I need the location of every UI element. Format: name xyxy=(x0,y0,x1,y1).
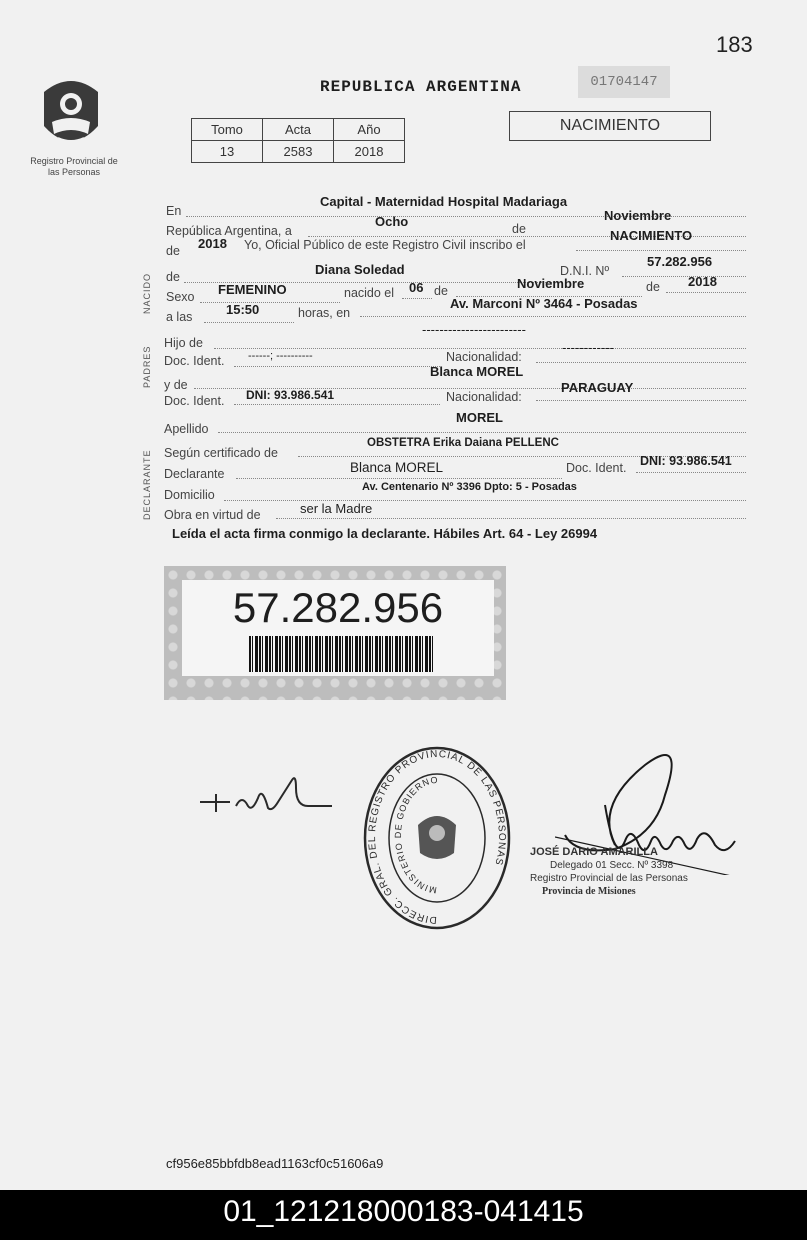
surname-value: MOREL xyxy=(456,410,503,425)
footer-id: 01_121218000183-041415 xyxy=(223,1195,584,1228)
sex-value: FEMENINO xyxy=(218,282,287,297)
acta-header: Acta xyxy=(263,119,334,141)
mother-nat-value: PARAGUAY xyxy=(561,380,634,395)
rule xyxy=(666,292,746,293)
label-father-doc: Doc. Ident. xyxy=(164,354,225,368)
rule xyxy=(214,348,746,349)
label-de-bday: de xyxy=(434,284,448,298)
tomo-value: 13 xyxy=(192,141,263,163)
declarant-signature xyxy=(196,772,336,822)
country-title: REPUBLICA ARGENTINA xyxy=(320,78,522,96)
page-number: 183 xyxy=(716,32,753,57)
label-de-name: de xyxy=(166,270,180,284)
label-apellido: Apellido xyxy=(164,422,209,436)
official-office: Registro Provincial de las Personas xyxy=(530,873,688,884)
birth-month-value: Noviembre xyxy=(517,276,585,291)
label-certificado: Según certificado de xyxy=(164,446,278,460)
label-a-las: a las xyxy=(166,310,193,324)
tomo-header: Tomo xyxy=(192,119,263,141)
official-name: JOSÉ DARIO AMARILLA xyxy=(530,846,658,858)
time-value: 15:50 xyxy=(226,302,260,317)
acta-value: 2583 xyxy=(263,141,334,163)
official-province: Provincia de Misiones xyxy=(542,886,636,897)
label-horas: horas, en xyxy=(298,306,351,320)
dni-value: 57.282.956 xyxy=(647,254,713,269)
serial-number: 01704147 xyxy=(578,66,670,98)
label-obra: Obra en virtud de xyxy=(164,508,261,522)
label-de-year: de xyxy=(166,244,180,258)
label-domicilio: Domicilio xyxy=(164,488,215,502)
label-sexo: Sexo xyxy=(166,290,195,304)
rule xyxy=(636,472,746,473)
label-declarant-doc: Doc. Ident. xyxy=(566,461,627,475)
label-de-byear: de xyxy=(646,280,660,294)
table-row xyxy=(192,119,405,141)
label-father-nat: Nacionalidad: xyxy=(446,350,522,364)
rule xyxy=(576,250,746,251)
section-label-declarant: DECLARANTE xyxy=(142,449,152,520)
label-de: de xyxy=(512,222,526,236)
mother-doc-value: DNI: 93.986.541 xyxy=(246,388,335,402)
label-officer: Yo, Oficial Público de este Registro Civil inscribo el xyxy=(244,238,526,252)
rule xyxy=(276,518,746,519)
label-declarante: Declarante xyxy=(164,467,225,481)
name-value: Diana Soledad xyxy=(315,262,405,277)
official-block xyxy=(530,846,688,898)
rule xyxy=(200,302,340,303)
label-nacido-el: nacido el xyxy=(344,286,395,300)
label-hijo-de: Hijo de xyxy=(164,336,203,350)
rule xyxy=(402,298,432,299)
birth-year-value: 2018 xyxy=(688,274,717,289)
year-value: 2018 xyxy=(198,236,227,251)
ano-value: 2018 xyxy=(334,141,405,163)
birth-day-value: 06 xyxy=(409,280,424,295)
registry-emblem-icon xyxy=(38,74,104,154)
dni-label-number: 57.282.956 xyxy=(232,584,444,631)
mother-value: Blanca MOREL xyxy=(430,364,524,379)
official-stamp xyxy=(362,745,512,931)
logo-caption: Registro Provincial de las Personas xyxy=(30,156,118,177)
label-mother-doc: Doc. Ident. xyxy=(164,394,225,408)
capacity-value: ser la Madre xyxy=(300,501,373,516)
rule xyxy=(218,432,746,433)
barcode xyxy=(249,636,435,672)
certifier-value: OBSTETRA Erika Daiana PELLENC xyxy=(367,437,559,449)
father-value: ------------------------ xyxy=(422,322,526,337)
rule xyxy=(234,404,440,405)
label-mother-nat: Nacionalidad: xyxy=(446,390,522,404)
table-row xyxy=(192,141,405,163)
registry-table xyxy=(191,118,405,163)
section-label-parents: PADRES xyxy=(142,345,152,388)
month-value: Noviembre xyxy=(604,208,672,223)
declarant-value: Blanca MOREL xyxy=(350,460,444,475)
act-value: NACIMIENTO xyxy=(610,228,693,243)
rule xyxy=(236,478,562,479)
rule xyxy=(536,362,746,363)
record-type: NACIMIENTO xyxy=(509,111,711,141)
stamp-inner-text: MINISTERIO DE GOBIERNO xyxy=(393,774,439,896)
official-role: Delegado 01 Secc. Nº 3398 xyxy=(550,860,674,871)
document-hash: cf956e85bbfdb8ead1163cf0c51606a9 xyxy=(166,1156,384,1171)
rule xyxy=(360,316,746,317)
closing-statement: Leída el acta firma conmigo la declarante. Hábiles Art. 64 - Ley 26994 xyxy=(172,526,598,541)
day-words-value: Ocho xyxy=(375,214,409,229)
father-doc-value: ------; ---------- xyxy=(248,350,313,362)
rule xyxy=(622,276,746,277)
label-en: En xyxy=(166,204,182,218)
label-dni: D.N.I. Nº xyxy=(560,264,610,278)
section-label-birth: NACIDO xyxy=(142,272,152,314)
rule xyxy=(204,322,294,323)
ano-header: Año xyxy=(334,119,405,141)
declarant-doc-value: DNI: 93.986.541 xyxy=(640,454,732,468)
father-nat-value: ------------ xyxy=(562,340,614,355)
rule xyxy=(536,400,746,401)
birth-place-value: Av. Marconi Nº 3464 - Posadas xyxy=(450,296,638,311)
place-value: Capital - Maternidad Hospital Madariaga xyxy=(320,194,568,209)
rule xyxy=(234,366,440,367)
label-y-de: y de xyxy=(164,378,188,392)
stamp-outer-text: DIRECC. GRAL. DEL REGISTRO PROVINCIAL DE LAS PERSONAS xyxy=(367,748,508,926)
address-value: Av. Centenario Nº 3396 Dpto: 5 - Posadas xyxy=(362,481,577,493)
label-republic: República Argentina, a xyxy=(166,224,292,238)
